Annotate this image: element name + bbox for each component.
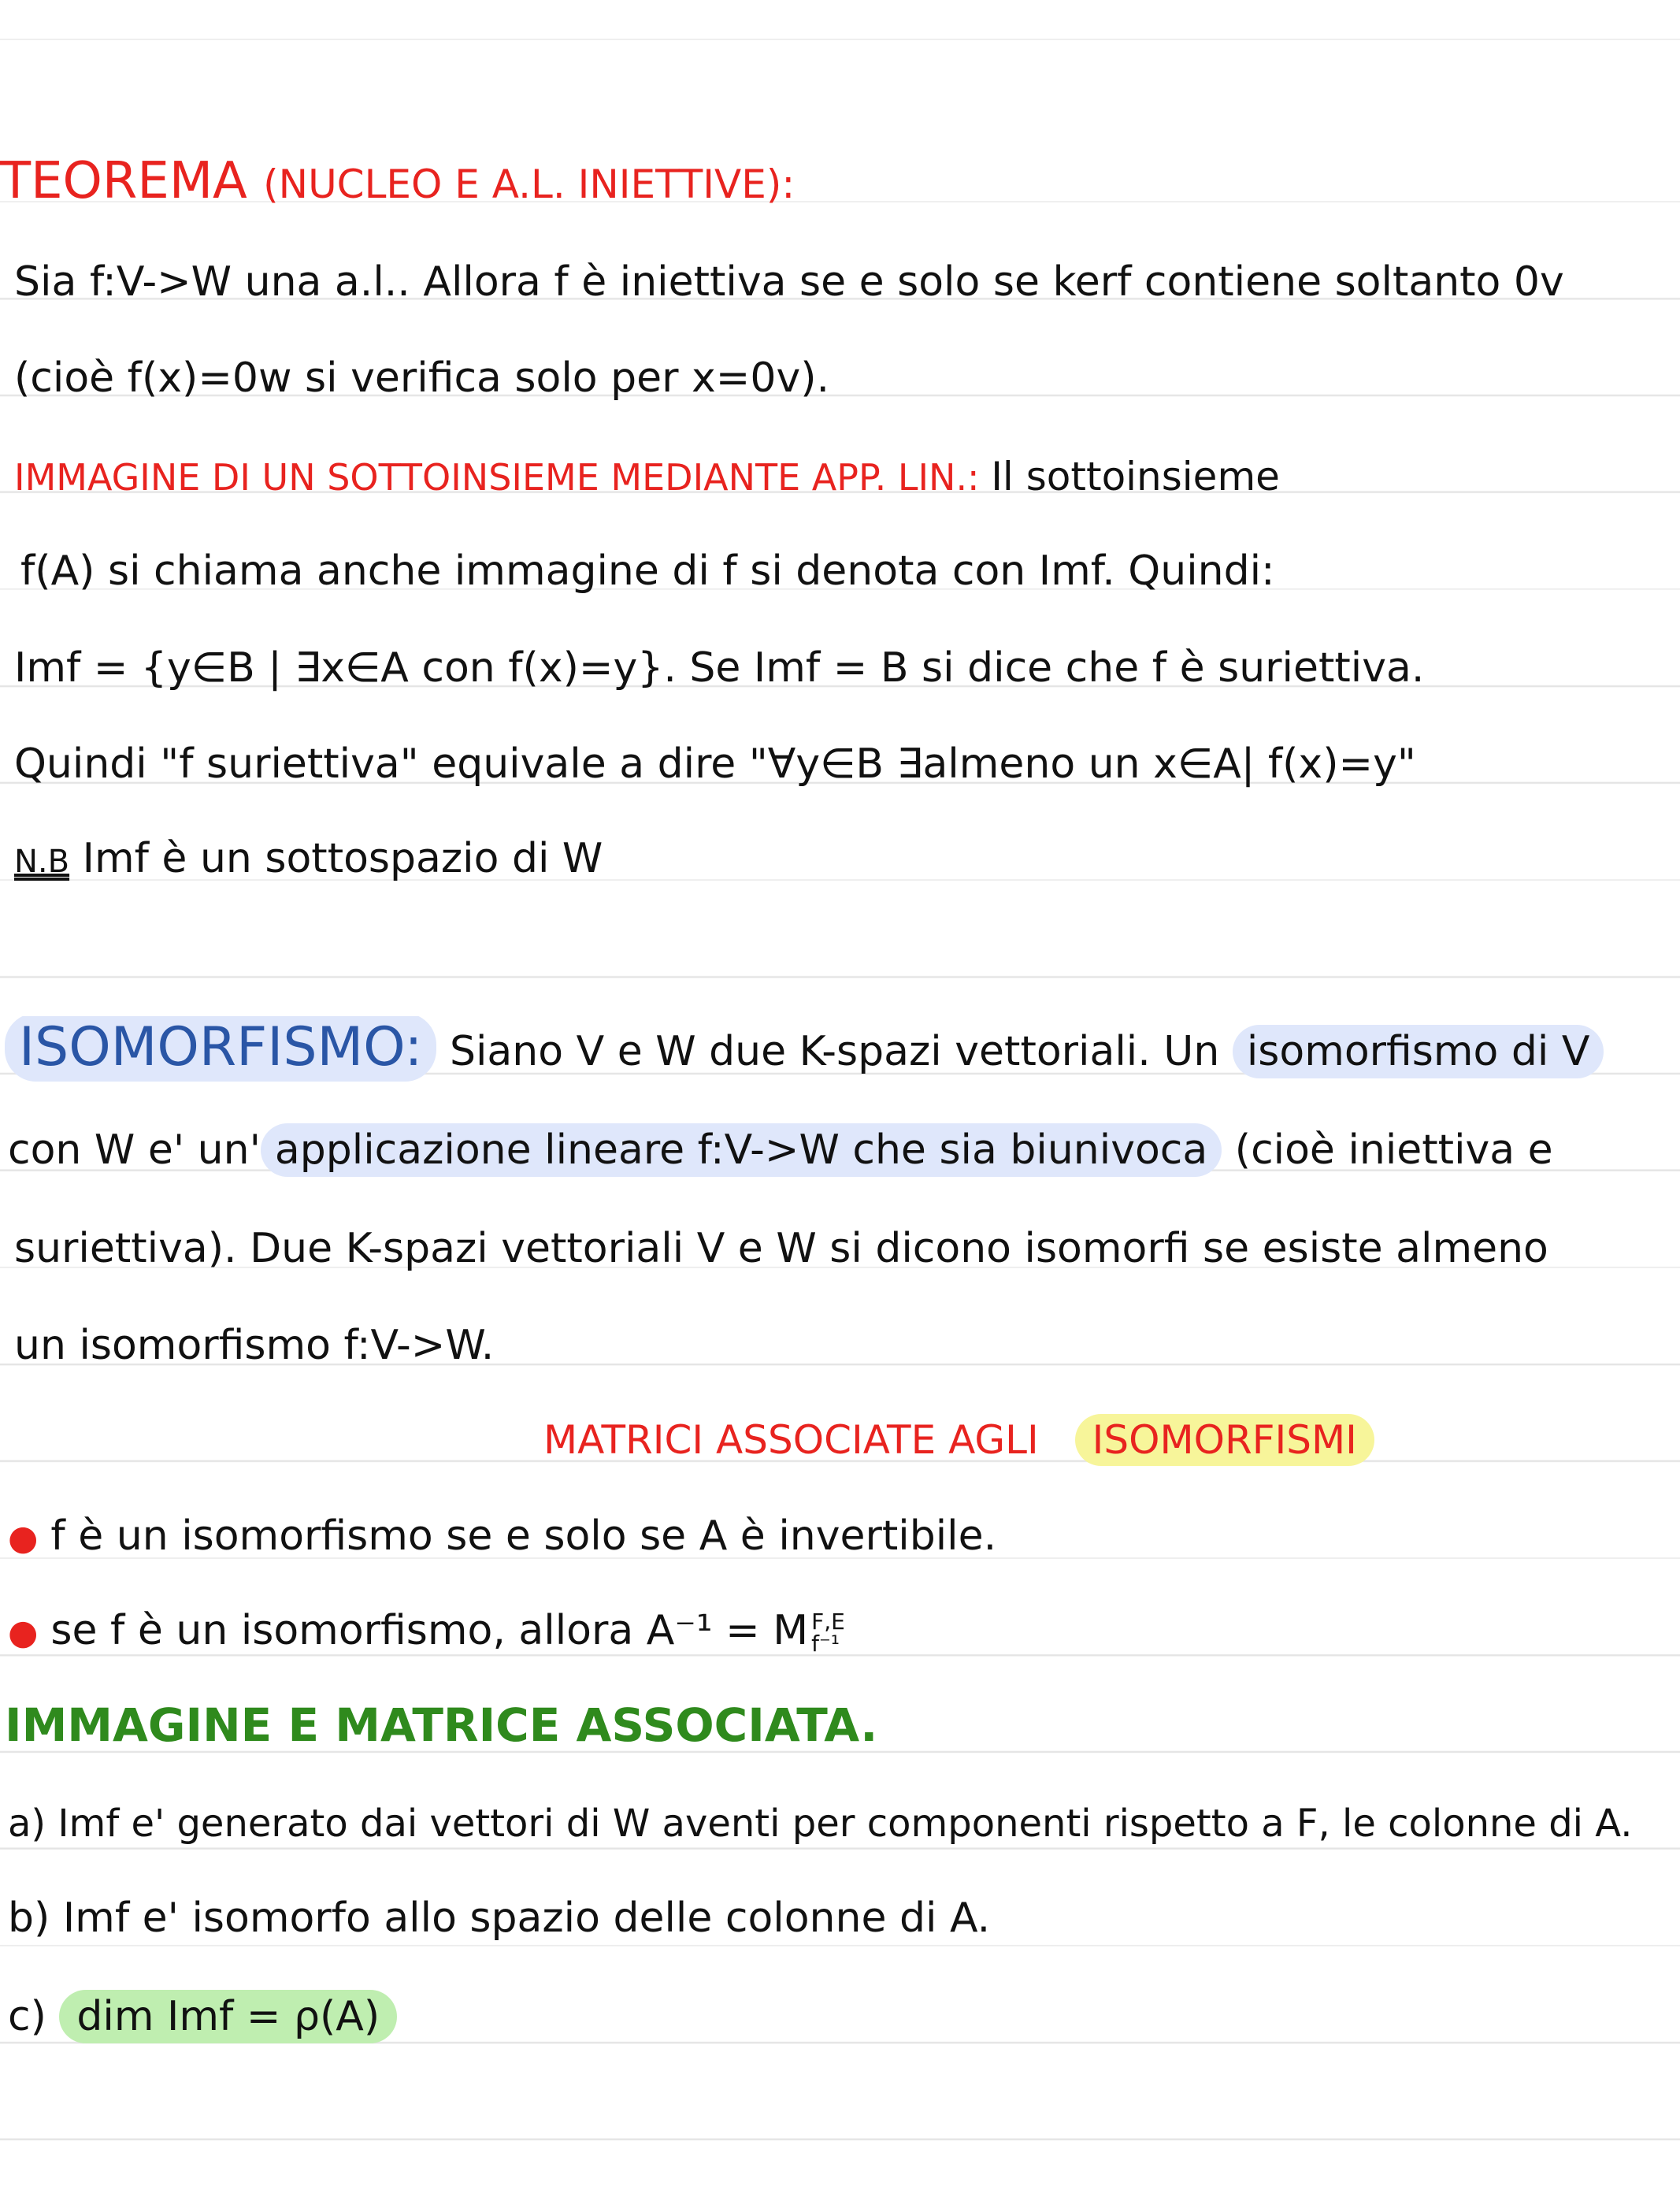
image-line-2: Imf = {y∈B | ∃x∈A con f(x)=y}. Se Imf = B si dice che f è suriettiva. <box>14 644 1425 692</box>
image-matrix-c-prefix: c) <box>8 1993 46 2040</box>
rank-formula-highlight: dim Imf = ρ(A) <box>59 1990 397 2043</box>
theorem-title: TEOREMA <box>0 152 247 210</box>
isomorphism-line-2-highlight: applicazione lineare f:V->W che sia biunivoca <box>261 1123 1222 1177</box>
matrices-title-highlight: ISOMORFISMI <box>1075 1414 1374 1466</box>
image-intro: Il sottoinsieme <box>991 454 1280 499</box>
theorem-heading <box>0 150 1680 216</box>
isomorphism-line-3: suriettiva). Due K-spazi vettoriali V e W si dicono isomorfi se esiste almeno <box>14 1225 1548 1272</box>
nb-text: Imf è un sottospazio di W <box>82 835 603 882</box>
matrices-heading <box>543 1408 1680 1471</box>
isomorphism-line-4: un isomorfismo f:V->W. <box>14 1322 495 1369</box>
matrices-bullet-2 <box>8 1599 1680 1664</box>
image-heading <box>14 445 1680 509</box>
isomorphism-line-2-a: con W e' un' <box>8 1126 261 1174</box>
isomorphism-line-1-text: Siano V e W due K-spazi vettoriali. Un <box>449 1028 1220 1075</box>
image-matrix-title: IMMAGINE E MATRICE ASSOCIATA. <box>5 1698 878 1752</box>
matrices-title: MATRICI ASSOCIATE AGLI <box>543 1417 1039 1463</box>
isomorphism-line-2-b: (cioè iniettiva e <box>1234 1126 1553 1174</box>
image-title: IMMAGINE DI UN SOTTOINSIEME MEDIANTE APP. LIN.: <box>14 456 980 499</box>
image-line-3: Quindi "f suriettiva" equivale a dire "∀y∈B ∃almeno un x∈A| f(x)=y" <box>14 740 1416 788</box>
image-line-1: f(A) si chiama anche immagine di f si denota con Imf. Quindi: <box>20 547 1275 595</box>
image-nb <box>14 827 1680 893</box>
isomorphism-line-2 <box>8 1119 1680 1182</box>
bullet-icon: ● <box>8 1612 39 1653</box>
isomorphism-definition-highlight: isomorfismo di V <box>1233 1025 1604 1078</box>
image-matrix-b: b) Imf e' isomorfo allo spazio delle colonne di A. <box>8 1895 991 1942</box>
theorem-line-1: Sia f:V->W una a.l.. Allora f è iniettiva se e solo se kerf contiene soltanto 0v <box>14 258 1564 306</box>
matrix-subscript: f⁻¹ <box>811 1631 840 1657</box>
nb-label: N.B <box>14 844 70 880</box>
matrices-bullet-2-text: se f è un isomorfismo, allora A⁻¹ = M <box>50 1607 809 1654</box>
theorem-subtitle: (NUCLEO E A.L. INIETTIVE): <box>263 161 795 207</box>
isomorphism-line-1 <box>5 1016 1680 1083</box>
bullet-icon: ● <box>8 1518 39 1558</box>
matrices-bullet-1 <box>8 1505 1680 1570</box>
theorem-line-2: (cioè f(x)=0w si verifica solo per x=0v). <box>14 354 830 402</box>
image-matrix-a: a) Imf e' generato dai vettori di W aventi per componenti rispetto a F, le colonne di A. <box>8 1802 1633 1846</box>
matrices-bullet-1-text: f è un isomorfismo se e solo se A è invertibile. <box>50 1512 997 1560</box>
matrix-superscript: F,E <box>811 1609 845 1635</box>
image-matrix-c <box>8 1985 1680 2048</box>
isomorphism-title: ISOMORFISMO: <box>5 1016 436 1082</box>
